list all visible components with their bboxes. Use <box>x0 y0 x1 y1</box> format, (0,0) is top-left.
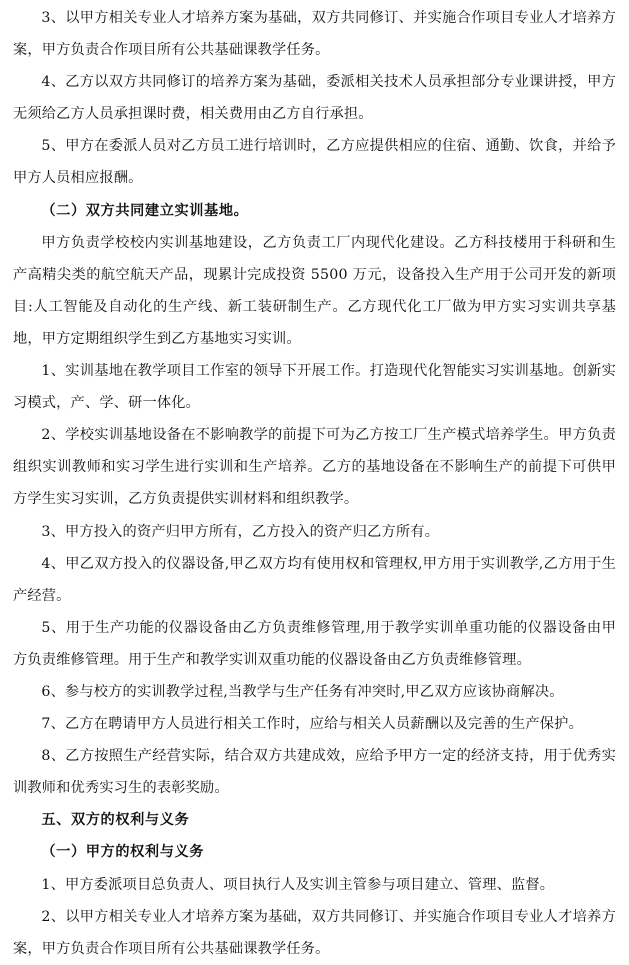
paragraph-item-4: 4、乙方以双方共同修订的培养方案为基础，委派相关技术人员承担部分专业课讲授，甲方无须给乙方人员承担课时费，相关费用由乙方自行承担。 <box>13 74 616 123</box>
base-item-3: 3、甲方投入的资产归甲方所有，乙方投入的资产归乙方所有。 <box>41 523 440 540</box>
base-item-5: 5、用于生产功能的仪器设备由乙方负责维修管理,用于教学实训单重功能的仪器设备由甲方负责维修管理。用于生产和教学实训双重功能的仪器设备由乙方负责维修管理。 <box>13 619 616 668</box>
party-a-item-1: 1、甲方委派项目总负责人、项目执行人及实训主管参与项目建立、管理、监督。 <box>41 876 555 893</box>
base-item-6: 6、参与校方的实训教学过程,当教学与生产任务有冲突时,甲乙双方应该协商解决。 <box>41 683 564 700</box>
subsection-heading-party-a: （一）甲方的权利与义务 <box>41 844 205 861</box>
base-item-8: 8、乙方按照生产经营实际，结合双方共建成效，应给予甲方一定的经济支持，用于优秀实训教师和优秀实习生的表彰奖励。 <box>13 748 616 797</box>
base-item-7: 7、乙方在聘请甲方人员进行相关工作时，应给与相关人员薪酬以及完善的生产保护。 <box>41 716 583 733</box>
party-a-item-2: 2、以甲方相关专业人才培养方案为基础，双方共同修订、并实施合作项目专业人才培养方案，甲方负责合作项目所有公共基础课教学任务。 <box>13 908 616 957</box>
base-item-4: 4、甲乙双方投入的仪器设备,甲乙双方均有使用权和管理权,甲方用于实训教学,乙方用于生产经营。 <box>13 555 616 604</box>
section-heading-training-base: （二）双方共同建立实训基地。 <box>41 202 249 219</box>
training-base-intro: 甲方负责学校校内实训基地建设，乙方负责工厂内现代化建设。乙方科技楼用于科研和生产高精尖类的航空航天产品，现累计完成投资 5500 万元，设备投入生产用于公司开发的新项目:人工智能及自动化的生产线、新工装研制生产。乙方现代化工厂做为甲方实习实训共享基地，甲方定期组织学生到乙方基地实习实训。 <box>13 234 616 347</box>
base-item-2: 2、学校实训基地设备在不影响教学的前提下可为乙方按工厂生产模式培养学生。甲方负责组织实训教师和实习学生进行实训和生产培养。乙方的基地设备在不影响生产的前提下可供甲方学生实习实训，乙方负责提供实训材料和组织教学。 <box>13 427 616 508</box>
paragraph-item-3: 3、以甲方相关专业人才培养方案为基础，双方共同修订、并实施合作项目专业人才培养方案，甲方负责合作项目所有公共基础课教学任务。 <box>13 10 616 59</box>
section-heading-rights: 五、双方的权利与义务 <box>41 812 190 829</box>
base-item-1: 1、实训基地在教学项目工作室的领导下开展工作。打造现代化智能实习实训基地。创新实习模式，产、学、研一体化。 <box>13 363 616 412</box>
paragraph-item-5: 5、甲方在委派人员对乙方员工进行培训时，乙方应提供相应的住宿、通勤、饮食，并给予甲方人员相应报酬。 <box>13 138 616 187</box>
